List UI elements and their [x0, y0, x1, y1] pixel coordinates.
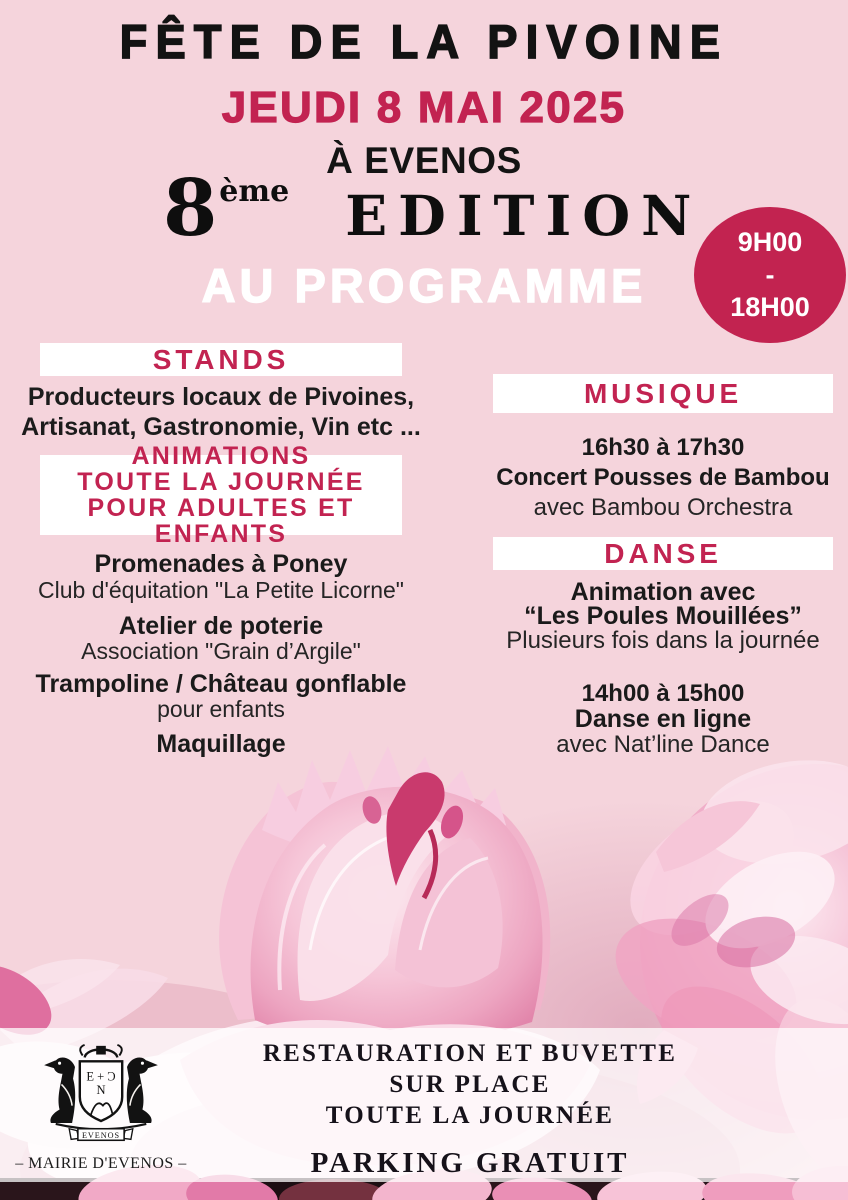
danse-performer: avec Nat’line Dance: [556, 731, 770, 758]
logo-banner-text: EVENOS: [81, 1130, 121, 1140]
danse-section-header: [493, 537, 833, 570]
danse-event: Danse en ligne: [574, 705, 752, 733]
animations-heading-3: POUR ADULTES ET ENFANTS: [87, 494, 355, 548]
open-time: 9H00: [737, 227, 803, 258]
animation-item-name: Atelier de poterie: [118, 612, 324, 640]
poster-title: FÊTE DE LA PIVOINE: [119, 14, 729, 69]
event-location: À EVENOS: [326, 140, 522, 181]
danse-line: Animation avec: [570, 578, 756, 606]
program-heading: AU PROGRAMME: [201, 259, 647, 312]
musique-heading-label: MUSIQUE: [583, 377, 743, 409]
musique-performer: avec Bambou Orchestra: [533, 494, 793, 521]
animation-item-name: Promenades à Poney: [94, 550, 348, 578]
edition-suffix: ème: [219, 174, 290, 209]
danse-time: 14h00 à 15h00: [581, 680, 745, 707]
stands-heading-label: STANDS: [152, 343, 290, 375]
stands-line-2: Artisanat, Gastronomie, Vin etc ...: [21, 413, 421, 441]
shield-monogram-top: E + Ɔ: [86, 1069, 116, 1084]
animation-item-detail: Association "Grain d’Argile": [81, 638, 361, 664]
footer-line-3: TOUTE LA JOURNÉE: [325, 1102, 615, 1129]
stands-description: [10, 382, 432, 442]
animation-item-name: Trampoline / Château gonflable: [35, 670, 407, 698]
close-time: 18H00: [730, 292, 810, 323]
shield-monogram-bottom: N: [96, 1083, 106, 1098]
footer-line-2: SUR PLACE: [389, 1071, 551, 1098]
stands-section-header: [40, 343, 402, 376]
logo-caption: – MAIRIE D'EVENOS –: [15, 1155, 187, 1172]
footer-line-1: RESTAURATION ET BUVETTE: [262, 1040, 678, 1067]
animation-item-name: Maquillage: [156, 730, 286, 758]
musique-time: 16h30 à 17h30: [581, 434, 745, 461]
danse-heading-label: DANSE: [604, 537, 722, 569]
musique-event: Concert Pousses de Bambou: [496, 464, 830, 491]
animation-item-detail: pour enfants: [157, 696, 285, 722]
footer-parking: PARKING GRATUIT: [310, 1147, 630, 1179]
animations-heading-2: TOUTE LA JOURNÉE: [77, 468, 365, 496]
animations-section-header: [40, 442, 402, 548]
opening-hours-badge: [694, 207, 846, 343]
stands-line-1: Producteurs locaux de Pivoines,: [27, 383, 415, 411]
musique-section-header: [493, 374, 833, 413]
animation-item-detail: Club d'équitation "La Petite Licorne": [38, 577, 404, 603]
edition-word: EDITION: [345, 183, 703, 248]
hours-separator: -: [765, 259, 775, 290]
edition-number: 8: [163, 163, 218, 254]
danse-line: Plusieurs fois dans la journée: [506, 627, 820, 654]
event-date: JEUDI 8 MAI 2025: [221, 83, 627, 132]
footer-info: [140, 1038, 800, 1180]
animations-heading-1: ANIMATIONS: [131, 442, 311, 470]
danse-line: “Les Poules Mouillées”: [524, 602, 802, 630]
edition-line: [163, 163, 703, 254]
